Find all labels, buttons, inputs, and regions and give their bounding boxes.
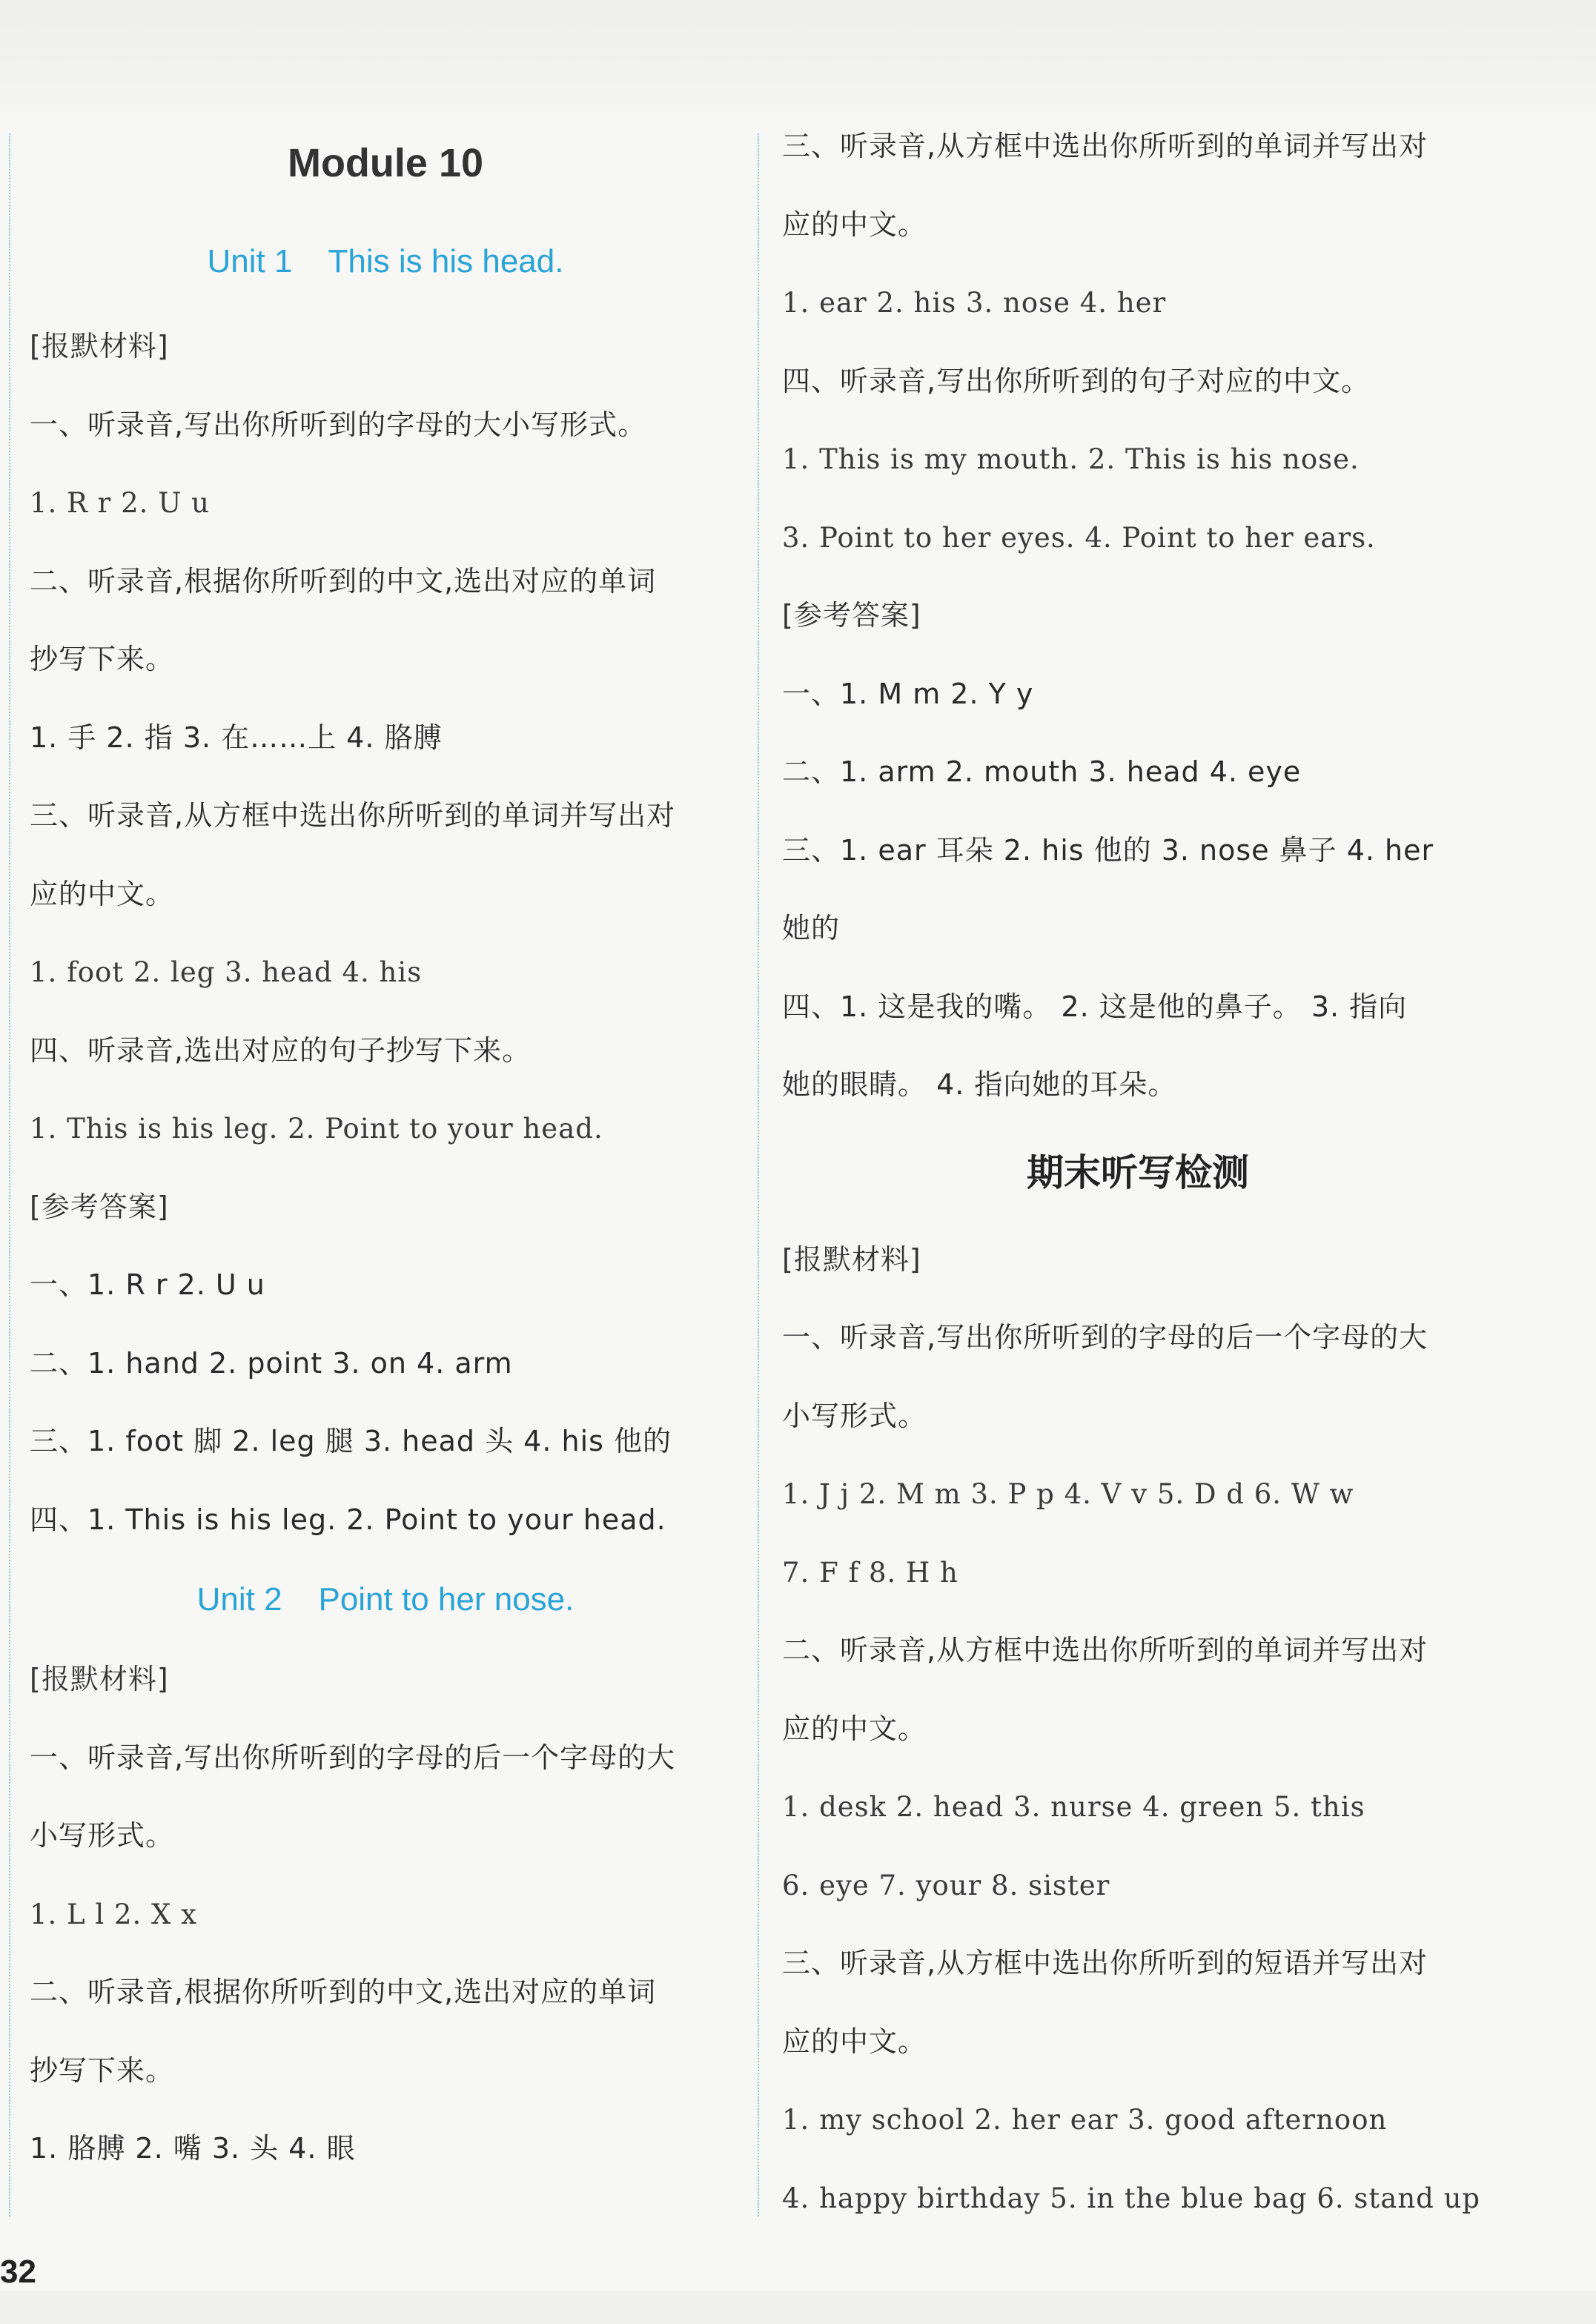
u2-read-label: [报默材料] bbox=[30, 1663, 169, 1695]
right-column bbox=[782, 107, 1494, 2237]
u2-q2-answer: 1. 胳膊 2. 嘴 3. 头 4. 眼 bbox=[30, 2132, 356, 2165]
final-q3-a: 三、听录音,从方框中选出你所听到的短语并写出对 bbox=[782, 1947, 1428, 1979]
u1-q1: 一、听录音,写出你所听到的字母的大小写形式。 bbox=[30, 408, 647, 441]
unit2-title: Unit 2 Point to her nose. bbox=[196, 1581, 575, 1618]
u2-key-4-b: 她的眼睛。 4. 指向她的耳朵。 bbox=[782, 1068, 1177, 1101]
final-q3-answer-2: 4. happy birthday 5. in the blue bag 6. stand up bbox=[782, 2182, 1481, 2214]
u1-q3-answer: 1. foot 2. leg 3. head 4. his bbox=[30, 956, 423, 988]
top-margin bbox=[0, 0, 1596, 111]
u2-key-2: 二、1. arm 2. mouth 3. head 4. eye bbox=[782, 755, 1302, 788]
bottom-margin bbox=[0, 2291, 1596, 2324]
u1-q3-a: 三、听录音,从方框中选出你所听到的单词并写出对 bbox=[30, 799, 676, 832]
u2-key-label: [参考答案] bbox=[782, 599, 921, 632]
u2-q4-answer-1: 1. This is my mouth. 2. This is his nose. bbox=[782, 443, 1360, 475]
final-q1-a: 一、听录音,写出你所听到的字母的后一个字母的大 bbox=[782, 1321, 1428, 1354]
center-dotted-rule bbox=[758, 133, 759, 2217]
u1-q2-answer: 1. 手 2. 指 3. 在……上 4. 胳膊 bbox=[30, 721, 443, 754]
u1-read-label: [报默材料] bbox=[30, 330, 169, 362]
u1-key-4: 四、1. This is his leg. 2. Point to your head. bbox=[30, 1503, 666, 1536]
u1-q3-b: 应的中文。 bbox=[30, 877, 175, 910]
final-q2-a: 二、听录音,从方框中选出你所听到的单词并写出对 bbox=[782, 1634, 1428, 1666]
u2-q1-a: 一、听录音,写出你所听到的字母的后一个字母的大 bbox=[30, 1741, 676, 1774]
u2-q4: 四、听录音,写出你所听到的句子对应的中文。 bbox=[782, 364, 1371, 397]
u2-q3-answer: 1. ear 2. his 3. nose 4. her bbox=[782, 287, 1167, 319]
left-dotted-rule bbox=[9, 133, 10, 2217]
u1-key-label: [参考答案] bbox=[30, 1190, 169, 1223]
u2-q2-a: 二、听录音,根据你所听到的中文,选出对应的单词 bbox=[30, 1976, 657, 2008]
u2-key-3-a: 三、1. ear 耳朵 2. his 他的 3. nose 鼻子 4. her bbox=[782, 833, 1434, 867]
module-title: Module 10 bbox=[287, 141, 484, 185]
final-q3-b: 应的中文。 bbox=[782, 2025, 927, 2058]
final-q2-answer-2: 6. eye 7. your 8. sister bbox=[782, 1869, 1110, 1901]
u1-q4: 四、听录音,选出对应的句子抄写下来。 bbox=[30, 1033, 532, 1067]
u2-key-1: 一、1. M m 2. Y y bbox=[782, 677, 1034, 710]
final-q1-answer-1: 1. J j 2. M m 3. P p 4. V v 5. D d 6. W w bbox=[782, 1478, 1354, 1510]
u1-q1-answer: 1. R r 2. U u bbox=[30, 487, 210, 519]
u2-key-4-a: 四、1. 这是我的嘴。 2. 这是他的鼻子。 3. 指向 bbox=[782, 990, 1408, 1023]
final-read-label: [报默材料] bbox=[782, 1242, 921, 1276]
u2-q3-b: 应的中文。 bbox=[782, 208, 927, 241]
final-q2-b: 应的中文。 bbox=[782, 1712, 927, 1745]
u2-q1-answer: 1. L l 2. X x bbox=[30, 1898, 198, 1930]
u2-q3-a: 三、听录音,从方框中选出你所听到的单词并写出对 bbox=[782, 130, 1428, 162]
final-q1-b: 小写形式。 bbox=[782, 1399, 927, 1432]
unit1-title: Unit 1 This is his head. bbox=[207, 243, 564, 279]
left-column bbox=[30, 111, 741, 2188]
u1-q2-a: 二、听录音,根据你所听到的中文,选出对应的单词 bbox=[30, 564, 657, 597]
final-q2-answer-1: 1. desk 2. head 3. nurse 4. green 5. this bbox=[782, 1791, 1365, 1823]
u2-key-3-b: 她的 bbox=[782, 912, 841, 944]
u1-key-3: 三、1. foot 脚 2. leg 腿 3. head 头 4. his 他的 bbox=[30, 1425, 672, 1457]
final-q1-answer-2: 7. F f 8. H h bbox=[782, 1556, 958, 1589]
final-test-title: 期末听写检测 bbox=[1027, 1151, 1249, 1194]
page-number: 32 bbox=[0, 2254, 36, 2290]
u2-q4-answer-2: 3. Point to her eyes. 4. Point to her ears. bbox=[782, 521, 1376, 554]
u2-q1-b: 小写形式。 bbox=[30, 1819, 175, 1852]
u1-q2-b: 抄写下来。 bbox=[30, 643, 175, 675]
u1-key-1: 一、1. R r 2. U u bbox=[30, 1268, 265, 1301]
final-q3-answer-1: 1. my school 2. her ear 3. good afternoon bbox=[782, 2104, 1388, 2136]
u2-q2-b: 抄写下来。 bbox=[30, 2053, 175, 2087]
u1-q4-answer: 1. This is his leg. 2. Point to your head. bbox=[30, 1113, 603, 1145]
u1-key-2: 二、1. hand 2. point 3. on 4. arm bbox=[30, 1346, 513, 1380]
